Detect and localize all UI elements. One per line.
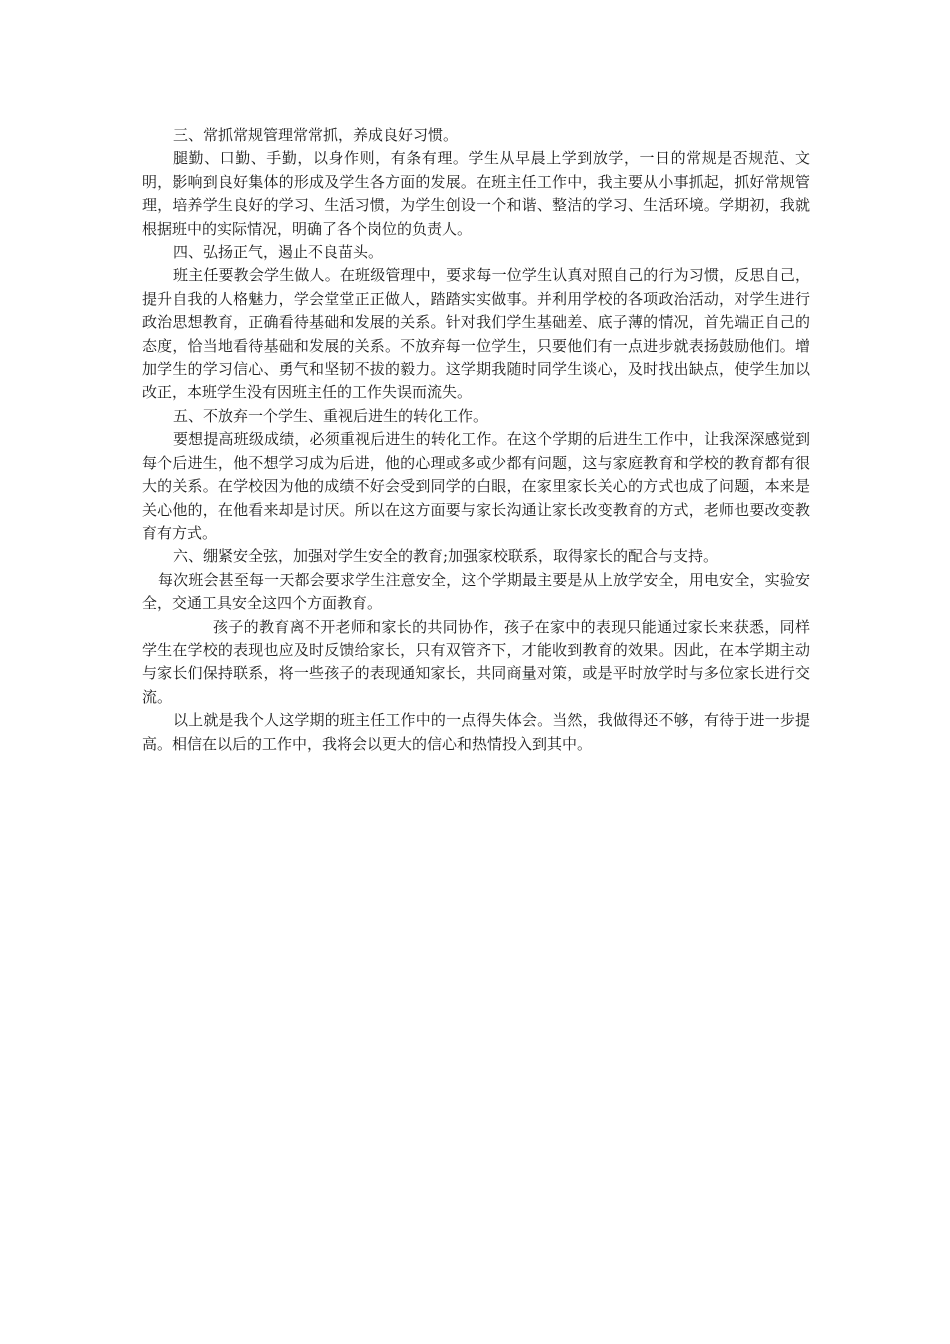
paragraph-teach-students: 班主任要教会学生做人。在班级管理中，要求每一位学生认真对照自己的行为习惯，反思自己，提升自我的人格魅力，学会堂堂正正做人，踏踏实实做事。并利用学校的各项政治活动，对学生进行政治思想教育，正确看待基础和发展的关系。针对我们学生基础差、底子薄的情况，首先端正自己的态度，恰当地看待基础和发展的关系。不放弃每一位学生，只要他们有一点进步就表扬鼓励他们。增加学生的学习信心、勇气和坚韧不拔的毅力。这学期我随时同学生谈心，及时找出缺点，使学生加以改正，本班学生没有因班主任的工作失误而流失。: [142, 266, 810, 402]
document-body: [142, 124, 810, 756]
paragraph-parent-contact: 孩子的教育离不开老师和家长的共同协作，孩子在家中的表现只能通过家长来获悉，同样学生在学校的表现也应及时反馈给家长，只有双管齐下，才能收到教育的效果。因此，在本学期主动与家长们保持联系，将一些孩子的表现通知家长，共同商量对策，或是平时放学时与多位家长进行交流。: [142, 617, 810, 706]
paragraph-struggling-students: 要想提高班级成绩，必须重视后进生的转化工作。在这个学期的后进生工作中，让我深深感觉到每个后进生，他不想学习成为后进，他的心理或多或少都有问题，这与家庭教育和学校的教育都有很大的关系。在学校因为他的成绩不好会受到同学的白眼，在家里家长关心的方式也成了问题，本来是关心他的，在他看来却是讨厌。所以在这方面要与家长沟通让家长改变教育的方式，老师也要改变教育有方式。: [142, 430, 810, 542]
paragraph-conclusion: 以上就是我个人这学期的班主任工作中的一点得失体会。当然，我做得还不够，有待于进一步提高。相信在以后的工作中，我将会以更大的信心和热情投入到其中。: [142, 711, 810, 753]
section-heading-5: 五、不放弃一个学生、重视后进生的转化工作。: [173, 406, 489, 425]
section-heading-3: 三、常抓常规管理常常抓，养成良好习惯。: [173, 126, 459, 144]
section-heading-6: 六、绷紧安全弦，加强对学生安全的教育;加强家校联系，取得家长的配合与支持。: [173, 547, 719, 566]
section-heading-4: 四、弘扬正气，遏止不良苗头。: [173, 243, 384, 262]
paragraph-routine-management: 腿勤、口勤、手勤，以身作则，有条有理。学生从早晨上学到放学，一日的常规是否规范、文明，影响到良好集体的形成及学生各方面的发展。在班主任工作中，我主要从小事抓起，抓好常规管理，培养学生良好的学习、生活习惯，为学生创设一个和谐、整洁的学习、生活环境。学期初，我就根据班中的实际情况，明确了各个岗位的负责人。: [142, 149, 810, 238]
paragraph-safety: 每次班会甚至每一天都会要求学生注意安全，这个学期最主要是从上放学安全，用电安全，实验安全，交通工具安全这四个方面教育。: [142, 570, 810, 613]
